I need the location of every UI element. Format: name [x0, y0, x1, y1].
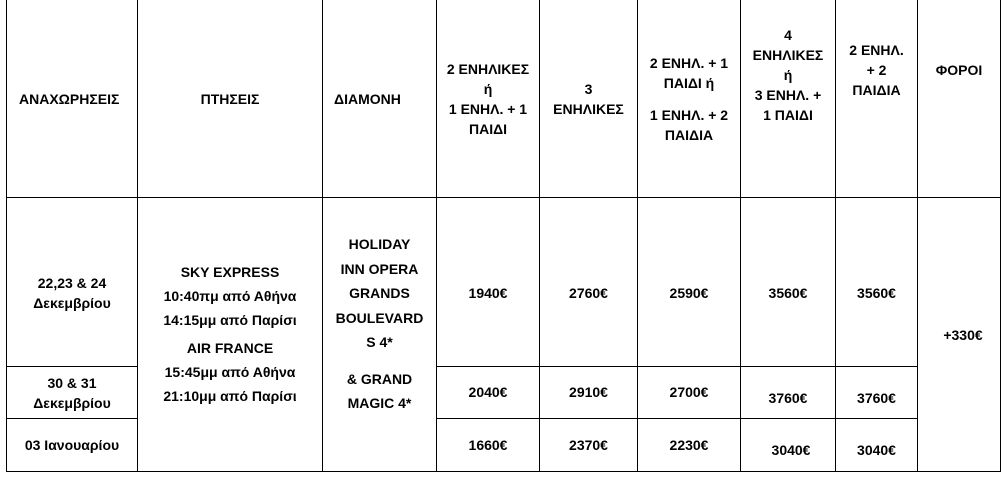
price-value: 2700€	[669, 383, 709, 400]
price-cell	[540, 419, 637, 471]
price-value: 3760€	[857, 389, 896, 406]
header-taxes	[918, 0, 1000, 140]
header-line: 1 ΕΝΗΛ. + 2	[649, 106, 729, 123]
price-cell	[540, 367, 637, 418]
flight-line: 15:45μμ από Αθήνα	[164, 364, 296, 380]
price-cell	[437, 419, 539, 471]
header-4-adults	[741, 0, 835, 140]
date-line: 30 & 31	[47, 374, 97, 391]
price-value: 3040€	[771, 442, 811, 458]
table-border	[1000, 0, 1001, 472]
date-line: 03 Ιανουαρίου	[24, 437, 120, 453]
header-2-adults	[437, 0, 539, 197]
price-cell	[836, 419, 917, 471]
header-3-adults	[540, 0, 637, 197]
price-value: 3560€	[768, 285, 808, 301]
price-value: 1660€	[468, 437, 508, 453]
airline-sky-express: SKY EXPRESS	[180, 264, 280, 280]
airline-air-france: AIR FRANCE	[186, 340, 274, 356]
hotel-line: & GRAND	[346, 370, 413, 387]
date-line: Δεκεμβρίου	[33, 295, 111, 311]
price-value: 2370€	[569, 437, 608, 453]
header-line: 2 ΕΝΗΛ. + 1	[649, 54, 729, 71]
price-cell	[638, 367, 740, 418]
price-value: 2760€	[569, 285, 608, 301]
flight-line: 14:15μμ από Παρίσι	[163, 312, 297, 328]
price-cell	[741, 367, 835, 418]
flight-line: 21:10μμ από Παρίσι	[163, 388, 297, 404]
price-cell	[836, 367, 917, 418]
header-flights	[138, 0, 322, 197]
price-cell	[836, 198, 917, 388]
header-line: ΠΑΙΔΙΑ	[852, 82, 901, 98]
price-value: 1940€	[468, 285, 508, 301]
header-line: 3	[584, 80, 593, 97]
header-line: ΠΑΙΔΙ ή	[663, 74, 715, 91]
price-value: 3560€	[857, 285, 896, 301]
header-line: ΕΝΗΛΙΚΕΣ	[553, 100, 624, 117]
price-cell	[540, 198, 637, 388]
header-taxes-label: ΦΟΡΟΙ	[935, 62, 983, 78]
header-departures-label: ΑΝΑΧΩΡΗΣΕΙΣ	[19, 90, 120, 107]
header-line: 4	[784, 27, 792, 43]
header-line: ΠΑΙΔΙΑ	[664, 126, 714, 143]
header-line: ή	[783, 67, 793, 83]
header-line: 3 ΕΝΗΛ. +	[754, 87, 822, 103]
hotel-line: INN OPERA	[340, 260, 419, 277]
row-date-1	[7, 198, 137, 388]
price-cell	[437, 198, 539, 388]
price-cell	[437, 367, 539, 418]
header-line: ΠΑΙΔΙ	[468, 120, 508, 137]
flights-cell	[138, 262, 322, 430]
date-line: Δεκεμβρίου	[33, 394, 111, 411]
price-cell	[638, 419, 740, 471]
hotel-line: GRANDS	[349, 285, 410, 301]
price-value: 3040€	[857, 442, 896, 458]
header-2-adults-2-children	[836, 0, 917, 140]
header-line: 1 ΕΝΗΛ. + 1	[448, 100, 528, 117]
header-stay	[323, 0, 436, 197]
header-line: + 2	[866, 62, 887, 78]
table-border	[6, 471, 1001, 472]
header-line: ΕΝΗΛΙΚΕΣ	[752, 47, 824, 63]
hotel-line: BOULEVARD	[335, 309, 424, 326]
taxes-value: +330€	[943, 326, 983, 343]
header-line: 2 ΕΝΗΛ.	[849, 42, 904, 58]
header-line: 1 ΠΑΙΔΙ	[763, 107, 813, 123]
hotel-line: HOLIDAY	[348, 236, 411, 252]
hotel-line: MAGIC 4*	[347, 395, 412, 411]
header-line: 2 ΕΝΗΛΙΚΕΣ	[446, 60, 530, 77]
row-date-2	[7, 367, 137, 418]
price-cell	[741, 198, 835, 388]
price-value: 2590€	[669, 285, 709, 301]
date-line: 22,23 & 24	[37, 275, 107, 291]
header-line: ή	[483, 80, 493, 97]
header-stay-label: ΔΙΑΜΟΝΗ	[334, 90, 401, 107]
header-departures	[7, 0, 137, 197]
hotel-line: S 4*	[366, 334, 393, 350]
price-cell	[638, 198, 740, 388]
price-value: 3760€	[768, 389, 808, 406]
price-cell	[741, 419, 835, 471]
header-2-adults-1-child	[638, 0, 740, 197]
price-value: 2230€	[669, 437, 709, 453]
hotel-cell	[323, 232, 436, 432]
price-value: 2910€	[569, 383, 608, 400]
price-value: 2040€	[468, 383, 508, 400]
header-flights-label: ΠΤΗΣΕΙΣ	[200, 90, 260, 107]
row-date-3	[7, 419, 137, 471]
taxes-cell	[918, 198, 1000, 471]
flight-line: 10:40πμ από Αθήνα	[163, 288, 297, 304]
